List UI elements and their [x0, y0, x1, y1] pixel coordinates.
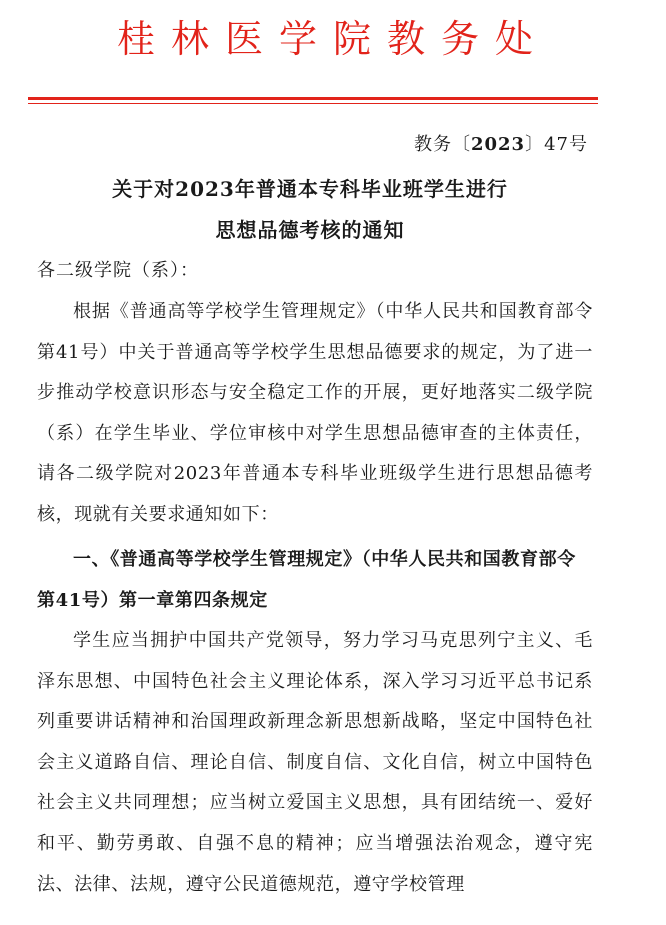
body-paragraph-1: 根据《普通高等学校学生管理规定》（中华人民共和国教育部令第41号）中关于普通高等学校学生思想品德要求的规定，为了进一步推动学校意识形态与安全稳定工作的开展，更好地落实二级学院（系）在学生毕业、学位审核中对学生思想品德审查的主体责任，请各二级学院对2023年普通本专科毕业班级学生进行思想品德考核，现就有关要求通知如下： [37, 301, 593, 525]
red-header-rule-thin [28, 103, 598, 104]
doc-number-year: 2023 [470, 134, 526, 155]
document-number [414, 132, 588, 158]
addressee: 各二级学院（系）： [37, 260, 199, 281]
doc-number-suffix: 〕47号 [525, 134, 588, 155]
body-paragraph-2: 学生应当拥护中国共产党领导，努力学习马克思列宁主义、毛泽东思想、中国特色社会主义理论体系，深入学习习近平总书记系列重要讲话精神和治国理政新理念新思想新战略，坚定中国特色社会主义道路自信、理论自信、制度自信、文化自信，树立中国特色社会主义共同理想；应当树立爱国主义思想，具有团结统一、爱好和平、勤劳勇敢、自强不息的精神；应当增强法治观念，遵守宪法、法律、法规，遵守公民道德规范，遵守学校管理 [37, 630, 593, 895]
section-heading-1: 一、《普通高等学校学生管理规定》（中华人民共和国教育部令第41号）第一章第四条规定 [37, 549, 576, 611]
issuing-office-title: 桂林医学院教务处 [116, 17, 549, 61]
red-header-rule [28, 97, 598, 100]
doc-number-prefix: 教务〔 [413, 134, 471, 155]
notice-title-line-2: 思想品德考核的通知 [215, 218, 405, 242]
notice-title-line-1: 关于对2023年普通本专科毕业班学生进行 [112, 177, 508, 201]
